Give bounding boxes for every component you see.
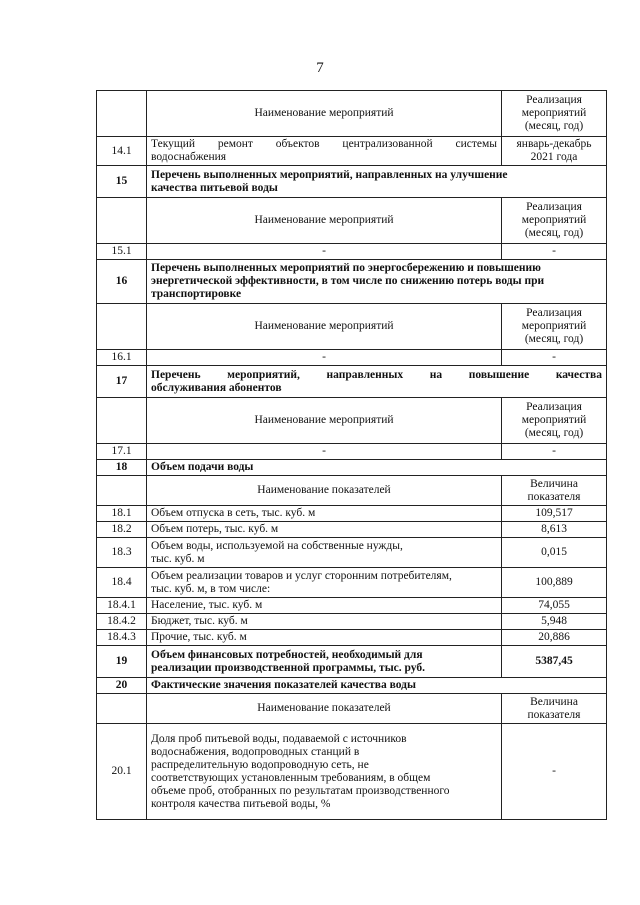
section-title-line: качества питьевой воды [151, 181, 278, 194]
section-number: 19 [97, 646, 147, 678]
row-value: - [502, 444, 607, 460]
row-name: Объем потерь, тыс. куб. м [147, 522, 502, 538]
row-name: - [147, 444, 502, 460]
section-title [147, 366, 607, 398]
row-name: - [147, 350, 502, 366]
table-row [97, 244, 607, 260]
table-row [97, 568, 607, 598]
row-name [147, 137, 502, 166]
table-row [97, 614, 607, 630]
header-row-indicators [97, 694, 607, 724]
row-number: 17.1 [97, 444, 147, 460]
row-value: 5,948 [502, 614, 607, 630]
header-name: Наименование мероприятий [147, 91, 502, 137]
row-name [147, 568, 502, 598]
row-name-line: объеме проб, отобранных по результатам производственного [151, 784, 450, 797]
financial-total-value: 5387,45 [502, 646, 607, 678]
row-number: 16.1 [97, 350, 147, 366]
num-cell-empty [97, 694, 147, 724]
section-title-line: энергетической эффективности, в том числе по снижению потерь воды при [151, 275, 545, 287]
header-name: Наименование мероприятий [147, 198, 502, 244]
row-number: 20.1 [97, 724, 147, 820]
row-number: 15.1 [97, 244, 147, 260]
table-row [97, 630, 607, 646]
header-row-events [97, 398, 607, 444]
row-number: 18.4.3 [97, 630, 147, 646]
row-number: 14.1 [97, 137, 147, 166]
section-title: Объем подачи воды [147, 460, 607, 476]
row-name-line: Объем воды, используемой на собственные нужды, [151, 539, 403, 552]
section-row [97, 460, 607, 476]
row-value: - [502, 244, 607, 260]
section-row [97, 646, 607, 678]
header-value: Величина показателя [502, 694, 607, 724]
table-row [97, 350, 607, 366]
row-value: 20,886 [502, 630, 607, 646]
row-number: 18.1 [97, 506, 147, 522]
header-row-events [97, 91, 607, 137]
table-row [97, 598, 607, 614]
section-title-line: транспортировке [151, 288, 242, 300]
row-number: 18.3 [97, 538, 147, 568]
table-row [97, 506, 607, 522]
row-name: Объем отпуска в сеть, тыс. куб. м [147, 506, 502, 522]
row-name-line: соответствующих установленным требованиям, в общем [151, 771, 431, 784]
table-row [97, 444, 607, 460]
section-title [147, 260, 607, 304]
table-row [97, 137, 607, 166]
row-number: 18.4.1 [97, 598, 147, 614]
table-row [97, 724, 607, 820]
num-cell-empty [97, 476, 147, 506]
row-value: 0,015 [502, 538, 607, 568]
header-name: Наименование мероприятий [147, 398, 502, 444]
section-title [147, 646, 502, 678]
num-cell-empty [97, 198, 147, 244]
header-row-events [97, 304, 607, 350]
num-cell-empty [97, 398, 147, 444]
row-name: Бюджет, тыс. куб. м [147, 614, 502, 630]
row-name-line: Текущий ремонт объектов централизованной системы [151, 138, 497, 150]
row-value: - [502, 724, 607, 820]
header-row-events [97, 198, 607, 244]
row-name [147, 724, 502, 820]
section-title-line: Перечень выполненных мероприятий, направленных на улучшение [151, 168, 508, 181]
row-value: 100,889 [502, 568, 607, 598]
section-title-line: Перечень выполненных мероприятий по энергосбережению и повышению [151, 262, 541, 274]
row-number: 18.4.2 [97, 614, 147, 630]
header-value: Реализация мероприятий (месяц, год) [502, 304, 607, 350]
header-value: Реализация мероприятий (месяц, год) [502, 198, 607, 244]
table-row [97, 538, 607, 568]
section-number: 18 [97, 460, 147, 476]
section-title: Фактические значения показателей качества воды [147, 678, 607, 694]
section-row [97, 678, 607, 694]
row-name-line: тыс. куб. м [151, 552, 205, 565]
header-name: Наименование показателей [147, 476, 502, 506]
row-number: 18.4 [97, 568, 147, 598]
row-name: - [147, 244, 502, 260]
section-row [97, 166, 607, 198]
section-number: 17 [97, 366, 147, 398]
row-name [147, 538, 502, 568]
header-value: Реализация мероприятий (месяц, год) [502, 398, 607, 444]
row-number: 18.2 [97, 522, 147, 538]
section-title-line: реализации производственной программы, тыс. руб. [151, 661, 425, 674]
row-name-line: контроля качества питьевой воды, % [151, 797, 331, 810]
header-value: Величина показателя [502, 476, 607, 506]
row-name: Прочие, тыс. куб. м [147, 630, 502, 646]
section-number: 20 [97, 678, 147, 694]
header-name: Наименование мероприятий [147, 304, 502, 350]
row-value: - [502, 350, 607, 366]
header-name: Наименование показателей [147, 694, 502, 724]
section-title-line: Объем финансовых потребностей, необходимый для [151, 648, 423, 661]
num-cell-empty [97, 91, 147, 137]
row-value: 8,613 [502, 522, 607, 538]
row-name-line: водоснабжения, водопроводных станций в [151, 745, 360, 758]
section-title-line: обслуживания абонентов [151, 381, 282, 394]
row-name-line: водоснабжения [151, 151, 227, 163]
row-name-line: тыс. куб. м, в том числе: [151, 582, 271, 595]
section-title [147, 166, 607, 198]
row-name-line: распределительную водопроводную сеть, не [151, 758, 369, 771]
row-value: январь-декабрь 2021 года [502, 137, 607, 166]
section-row [97, 260, 607, 304]
row-value: 109,517 [502, 506, 607, 522]
row-name-line: Объем реализации товаров и услуг сторонним потребителям, [151, 569, 452, 582]
section-number: 15 [97, 166, 147, 198]
section-number: 16 [97, 260, 147, 304]
table-row [97, 522, 607, 538]
header-row-indicators [97, 476, 607, 506]
row-name-line: Доля проб питьевой воды, подаваемой с источников [151, 732, 407, 745]
row-name: Население, тыс. куб. м [147, 598, 502, 614]
section-title-line: Перечень мероприятий, направленных на повышение качества [151, 368, 602, 381]
header-value: Реализация мероприятий (месяц, год) [502, 91, 607, 137]
num-cell-empty [97, 304, 147, 350]
section-row [97, 366, 607, 398]
report-table [96, 90, 607, 820]
page-number: 7 [316, 60, 324, 76]
row-value: 74,055 [502, 598, 607, 614]
